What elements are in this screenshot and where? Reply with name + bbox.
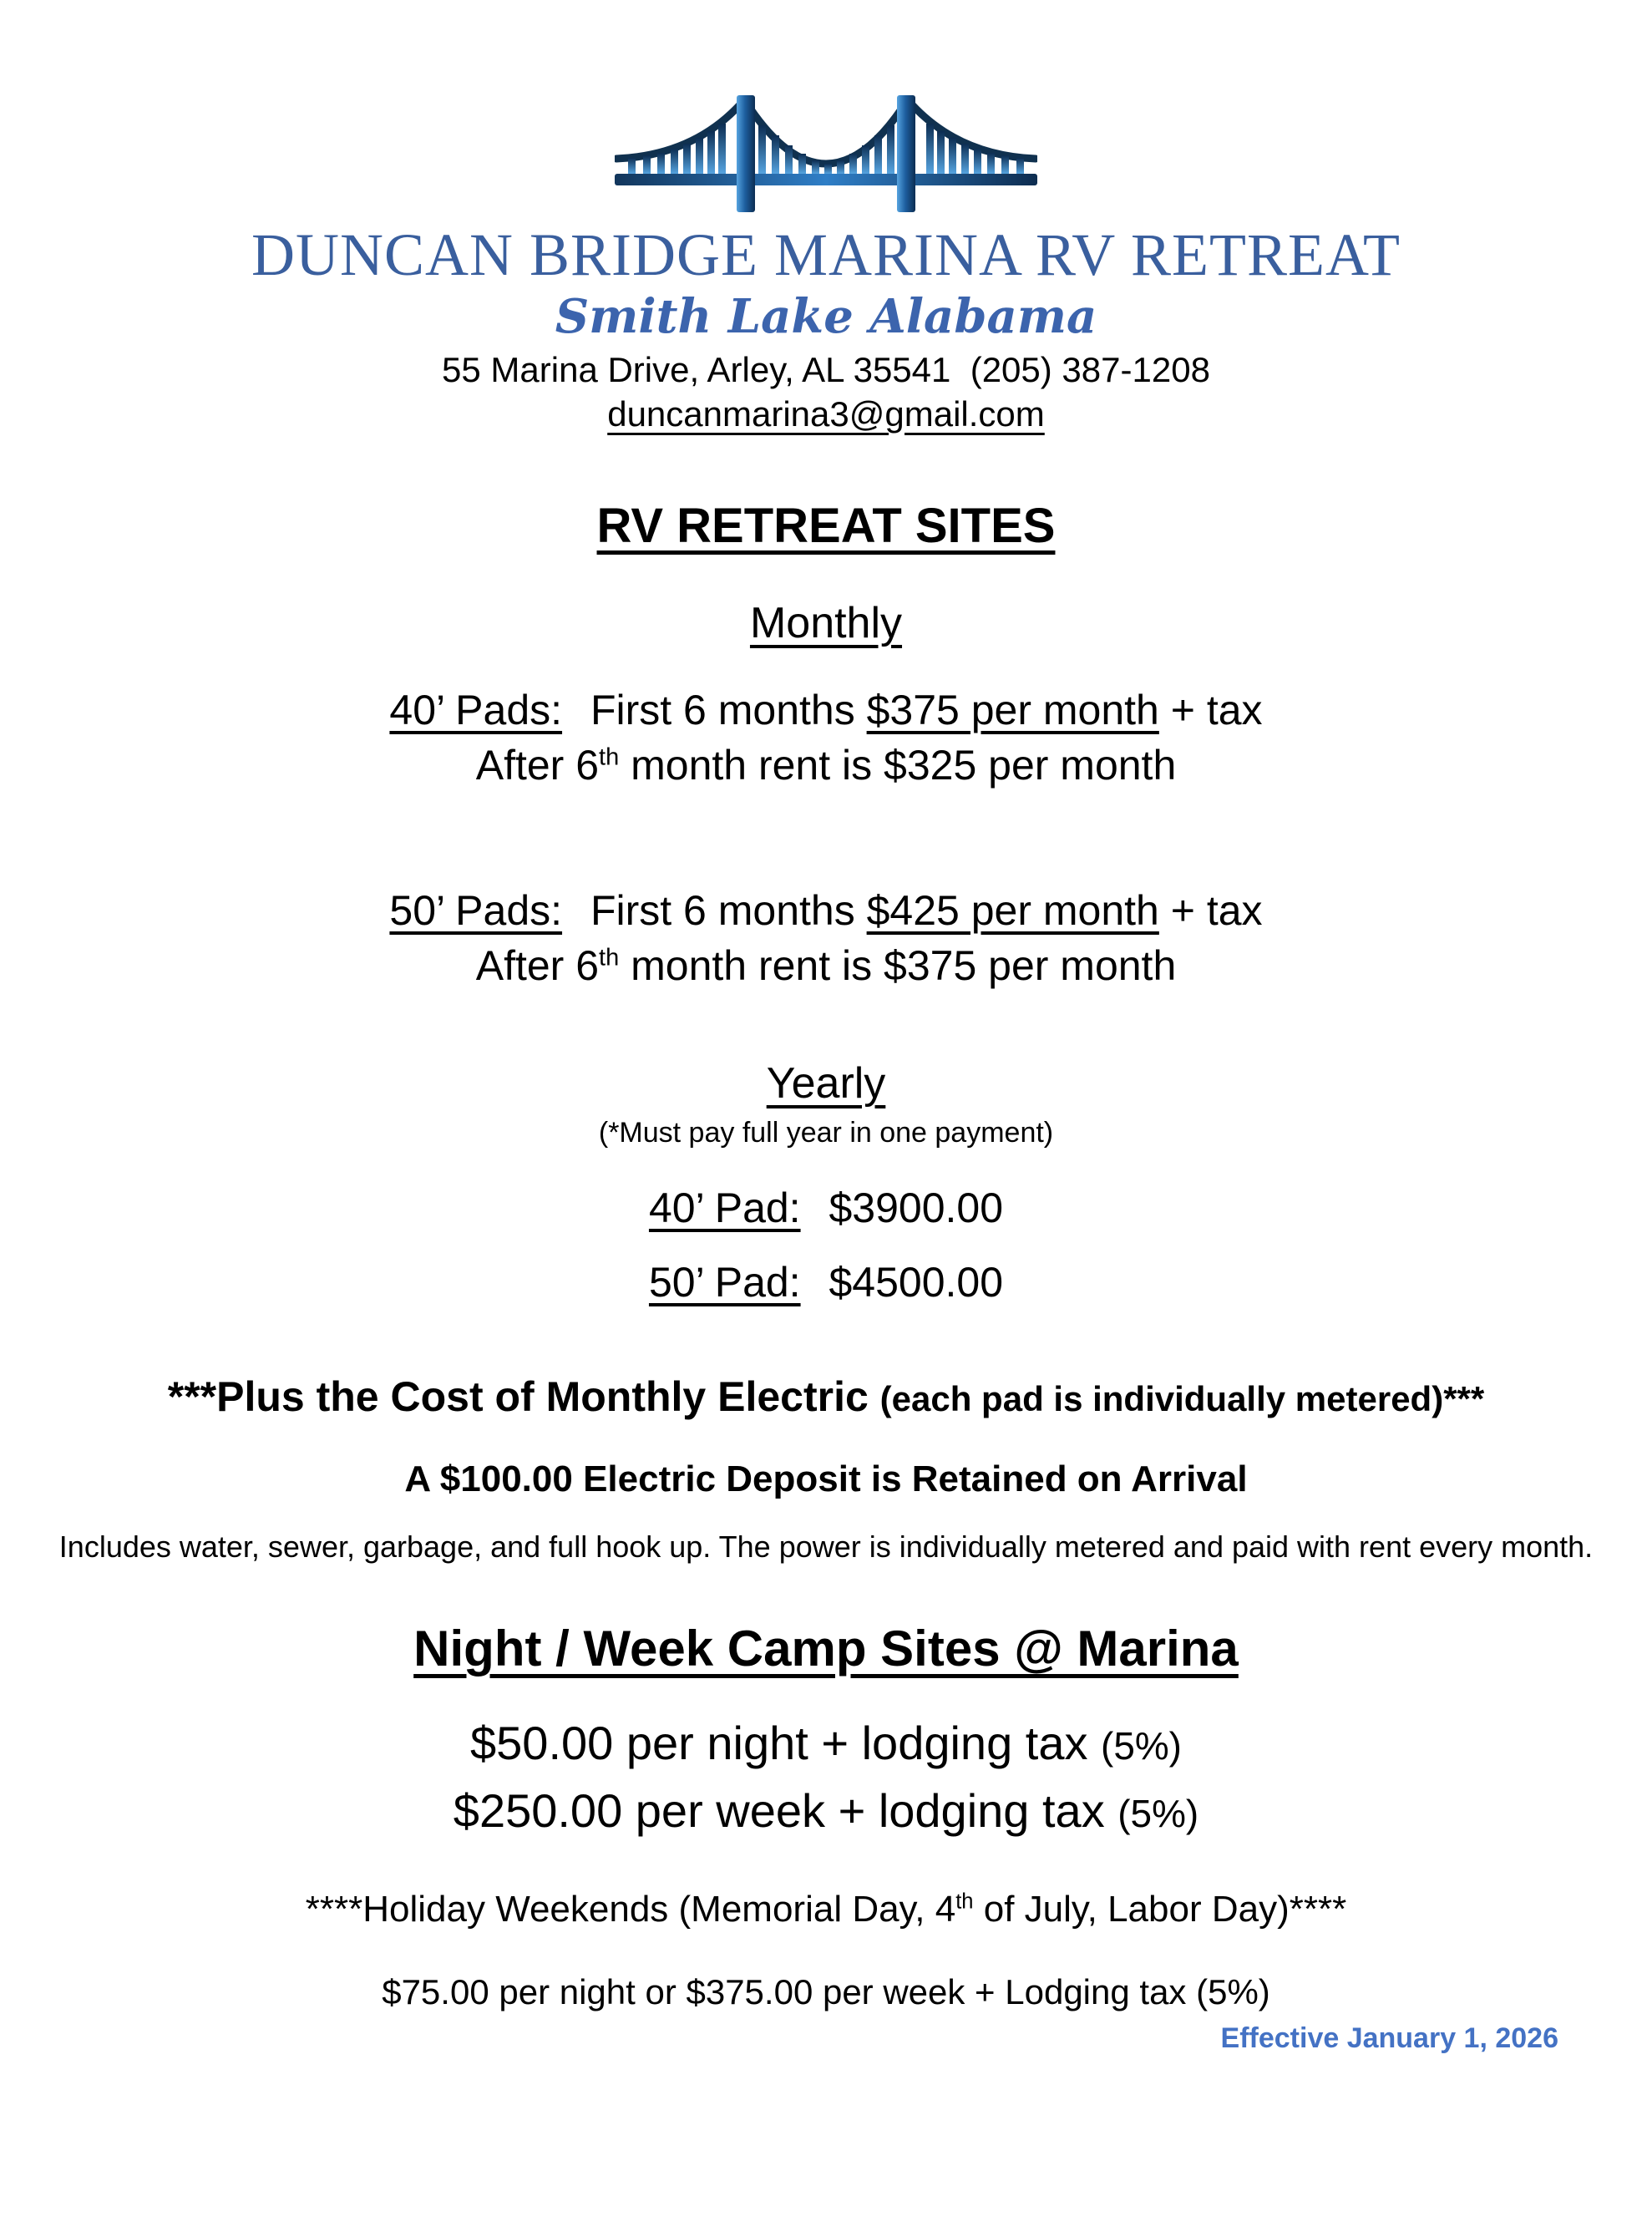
rv-sites-heading: RV RETREAT SITES xyxy=(596,498,1056,553)
holiday-pre: ****Holiday Weekends (Memorial Day, 4 xyxy=(305,1888,956,1930)
pads-40-label: 40’ Pads: xyxy=(389,687,563,734)
nightly-rate-line xyxy=(0,1713,1652,1774)
holiday-post: of July, Labor Day)**** xyxy=(973,1888,1347,1930)
pads-40-tax: + tax xyxy=(1170,687,1263,734)
yearly-40-price: $3900.00 xyxy=(829,1184,1004,1232)
yearly-50-price: $4500.00 xyxy=(829,1259,1004,1306)
holiday-sup: th xyxy=(955,1889,974,1913)
electric-deposit-line: A $100.00 Electric Deposit is Retained on Arrival xyxy=(404,1458,1248,1500)
electric-cost-line xyxy=(0,1370,1652,1423)
yearly-50-line xyxy=(0,1256,1652,1310)
location-subtitle: Smith Lake Alabama xyxy=(555,289,1097,345)
pads-50-price: $425 per month xyxy=(866,887,1159,935)
yearly-heading: Yearly xyxy=(766,1059,886,1108)
includes-note: Includes water, sewer, garbage, and full hook up. The power is individually metered and paid with rent every month. xyxy=(58,1529,1594,1565)
email-link[interactable]: duncanmarina3@gmail.com xyxy=(607,393,1045,434)
yearly-40-label: 40’ Pad: xyxy=(648,1184,801,1232)
yearly-50-label: 50’ Pad: xyxy=(648,1259,801,1306)
weekly-rate-line xyxy=(0,1781,1652,1842)
yearly-note: (*Must pay full year in one payment) xyxy=(598,1117,1054,1149)
electric-cost-paren: (each pad is individually metered)*** xyxy=(879,1379,1485,1419)
business-name: DUNCAN BRIDGE MARINA RV RETREAT xyxy=(251,221,1401,288)
pads-50-monthly xyxy=(0,883,1652,993)
yearly-40-line xyxy=(0,1181,1652,1235)
pads-50-price-line xyxy=(0,883,1652,938)
bridge-logo-icon xyxy=(615,94,1037,217)
flyer-page xyxy=(0,94,1652,2232)
monthly-heading: Monthly xyxy=(749,599,903,648)
email-row xyxy=(0,392,1652,438)
electric-cost-main: ***Plus the Cost of Monthly Electric xyxy=(167,1373,869,1421)
holiday-weekends-line xyxy=(0,1885,1652,1933)
pads-50-tax: + tax xyxy=(1170,887,1263,935)
nightly-rate: $50.00 per night + lodging tax xyxy=(470,1717,1088,1770)
pads-50-after-pre: After 6 xyxy=(475,942,600,990)
pads-50-after-sup: th xyxy=(599,944,620,971)
pads-40-price: $375 per month xyxy=(866,687,1159,734)
pads-40-after-pre: After 6 xyxy=(475,742,600,789)
holiday-rate-line: $75.00 per night or $375.00 per week + Lodging tax (5%) xyxy=(382,1971,1270,2011)
address-line: 55 Marina Drive, Arley, AL 35541 (205) 387-1208 xyxy=(442,350,1210,390)
pads-50-after-post: month rent is $375 per month xyxy=(619,942,1177,990)
weekly-tax-paren: (5%) xyxy=(1117,1791,1199,1835)
camp-sites-heading: Night / Week Camp Sites @ Marina xyxy=(413,1621,1239,1677)
pads-40-after-sup: th xyxy=(599,743,620,771)
logo xyxy=(0,94,1652,217)
pads-50-after-line xyxy=(0,938,1652,993)
pads-40-after-line xyxy=(0,738,1652,793)
pads-40-monthly xyxy=(0,682,1652,793)
nightly-tax-paren: (5%) xyxy=(1101,1724,1182,1768)
pads-40-intro: First 6 months xyxy=(590,687,855,734)
pads-40-price-line xyxy=(0,682,1652,738)
pads-50-intro: First 6 months xyxy=(590,887,855,935)
weekly-rate: $250.00 per week + lodging tax xyxy=(453,1783,1105,1837)
effective-date: Effective January 1, 2026 xyxy=(1220,2022,1558,2055)
pads-40-after-post: month rent is $325 per month xyxy=(619,742,1177,789)
pads-50-label: 50’ Pads: xyxy=(389,887,563,935)
